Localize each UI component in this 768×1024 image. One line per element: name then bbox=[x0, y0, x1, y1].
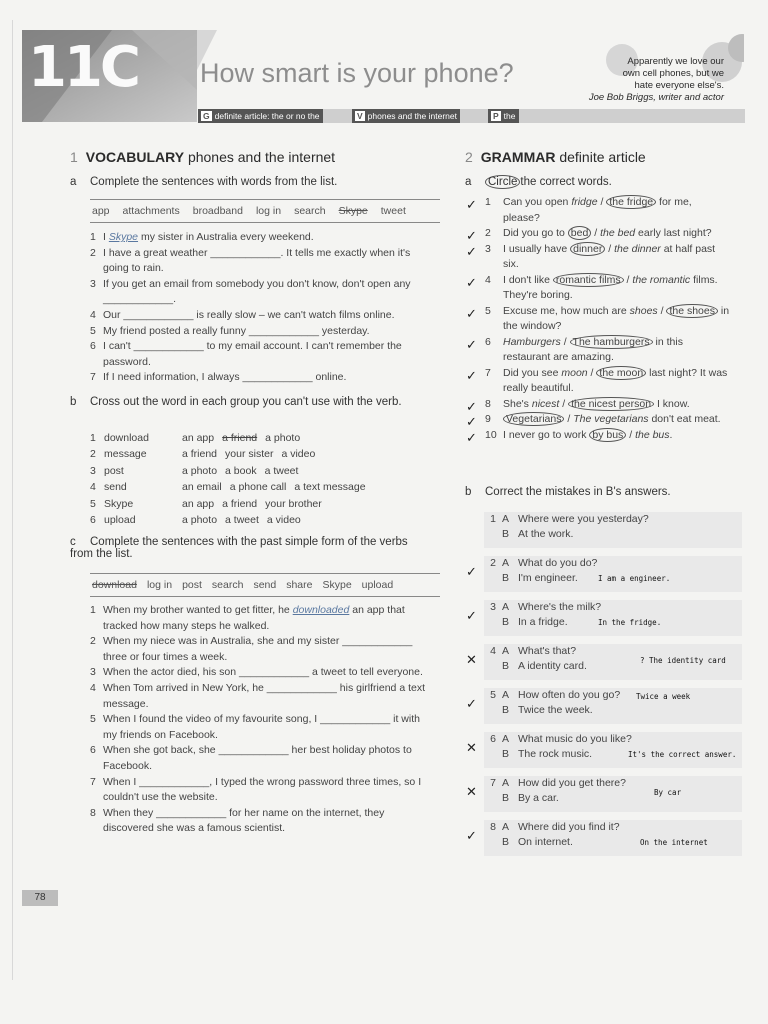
item-text: When I found the video of my favourite song, I ____________ it with my friends on Facebook. bbox=[103, 713, 420, 741]
grammar-item: 3 I usually have dinner / the dinner at half past six. bbox=[485, 242, 716, 270]
speaker-label: B bbox=[502, 572, 510, 584]
answer-text: On internet. bbox=[518, 836, 573, 848]
option-phrase: a book bbox=[225, 464, 257, 477]
item-number: 2 bbox=[485, 227, 491, 239]
answer-text: The rock music. bbox=[518, 748, 593, 760]
item-text: When my niece was in Australia, she and my sister ____________ three or four times a week. bbox=[103, 635, 413, 663]
circled-answer: the shoes bbox=[666, 304, 718, 318]
grammar-item: 6 Hamburgers / The hamburgers in this restaurant are amazing. bbox=[485, 335, 683, 363]
verb: upload bbox=[104, 514, 136, 527]
quote-line: Apparently we love our bbox=[627, 56, 724, 67]
word-list-item: app bbox=[92, 205, 110, 217]
handwritten-correction: It's the correct answer. bbox=[628, 750, 737, 759]
item-number bbox=[484, 747, 496, 762]
item-text: I Skype my sister in Australia every weekend. bbox=[103, 231, 314, 243]
item-text: When she got back, she ____________ her best holiday photos to Facebook. bbox=[103, 744, 412, 772]
quote-author: Joe Bob Briggs, writer and actor bbox=[588, 92, 724, 103]
dialogue-line-a bbox=[484, 820, 742, 835]
item-number: 2 bbox=[490, 557, 496, 569]
option-phrase: a tweet bbox=[225, 514, 259, 527]
instruction-text: Complete the sentences with the past simple form of the verbs from the list. bbox=[70, 536, 408, 560]
option-phrase: a friend bbox=[222, 497, 258, 510]
speaker-label: A bbox=[502, 821, 510, 833]
cross-out-row bbox=[90, 463, 435, 480]
dialogue bbox=[484, 512, 742, 548]
item-number: 1 bbox=[490, 513, 496, 525]
item-number: 5 bbox=[90, 497, 96, 510]
check-mark-icon: ✓ bbox=[466, 244, 477, 259]
cross-mark-icon: ✕ bbox=[466, 652, 477, 667]
word-list-item: post bbox=[182, 579, 202, 591]
item-text: I can't ____________ to my email account. I can't remember the password. bbox=[103, 340, 402, 368]
item-number bbox=[484, 791, 496, 806]
exercise-2b-instruction bbox=[465, 486, 671, 498]
check-mark-icon: ✓ bbox=[466, 337, 477, 352]
verb: message bbox=[104, 448, 147, 461]
exercise-1a-instruction bbox=[70, 176, 337, 188]
item-number: 9 bbox=[485, 413, 491, 425]
section-number: 1 bbox=[70, 149, 78, 165]
list-item bbox=[90, 634, 435, 665]
grammar-item: 5 Excuse me, how much are shoes / the shoes in the window? bbox=[485, 304, 730, 332]
exercise-1b-items bbox=[90, 430, 435, 530]
page-edge bbox=[12, 20, 13, 980]
question-text: What music do you like? bbox=[518, 733, 632, 745]
option-phrase: The vegetarians bbox=[573, 413, 649, 425]
list-item bbox=[90, 775, 435, 806]
item-number: 8 bbox=[485, 397, 491, 410]
list-item bbox=[90, 603, 435, 634]
cross-out-row bbox=[90, 513, 435, 530]
grammar-heading bbox=[465, 149, 646, 165]
item-number: 6 bbox=[90, 514, 96, 527]
exercise-2a-instruction bbox=[465, 176, 612, 188]
list-item bbox=[90, 712, 435, 743]
item-number bbox=[484, 659, 496, 674]
word-list-item: tweet bbox=[380, 205, 406, 217]
tag-letter: G bbox=[203, 111, 210, 121]
check-mark-icon: ✓ bbox=[466, 306, 477, 321]
tag-text: phones and the internet bbox=[367, 111, 457, 121]
item-text: Our ____________ is really slow – we can't watch films online. bbox=[103, 308, 395, 321]
item-number: 2 bbox=[90, 635, 96, 648]
verb: post bbox=[104, 464, 124, 477]
grammar-item: 8 She's nicest / the nicest person I know. bbox=[485, 397, 730, 413]
page-title: How smart is your phone? bbox=[200, 58, 514, 88]
option-phrase: a phone call bbox=[229, 481, 287, 494]
check-mark-icon: ✓ bbox=[466, 564, 477, 579]
exercise-1b-instruction bbox=[70, 396, 410, 408]
verb: download bbox=[104, 431, 149, 444]
section-title: GRAMMAR bbox=[480, 149, 556, 165]
item-text: When I ____________, I typed the wrong password three times, so I couldn't use the website. bbox=[103, 775, 422, 804]
speaker-label: B bbox=[502, 836, 510, 848]
handwritten-answer: Skype bbox=[108, 231, 139, 243]
item-number: 4 bbox=[90, 481, 96, 494]
circled-answer: The hamburgers bbox=[570, 335, 653, 349]
circled-word: Circle bbox=[485, 175, 520, 189]
list-item bbox=[90, 681, 435, 712]
item-number: 10 bbox=[485, 428, 497, 441]
tag-vocabulary bbox=[352, 109, 460, 123]
word-list-item: download bbox=[92, 579, 137, 591]
handwritten-answer: downloaded bbox=[292, 604, 350, 616]
item-number: 4 bbox=[90, 681, 96, 694]
speaker-label: A bbox=[502, 557, 510, 569]
section-subtitle: phones and the internet bbox=[187, 149, 336, 165]
verb: Skype bbox=[104, 497, 134, 510]
speaker-label: B bbox=[502, 748, 510, 760]
circled-answer: the fridge bbox=[606, 195, 656, 209]
word-list-item: search bbox=[294, 205, 326, 217]
exercise-letter: a bbox=[465, 176, 472, 188]
check-mark-icon: ✓ bbox=[466, 430, 477, 445]
item-number: 3 bbox=[485, 242, 491, 255]
item-number: 2 bbox=[90, 246, 96, 259]
speaker-label: A bbox=[502, 733, 510, 745]
answer-text: A identity card. bbox=[518, 660, 587, 672]
cross-out-row bbox=[90, 480, 435, 497]
question-text: Where's the milk? bbox=[518, 601, 602, 613]
handwritten-correction: By car bbox=[654, 788, 682, 797]
list-item bbox=[90, 339, 435, 370]
handwritten-correction: I am a engineer. bbox=[598, 574, 671, 583]
speaker-label: A bbox=[502, 601, 510, 613]
question-text: How often do you go? bbox=[518, 689, 621, 701]
answer-text: In a fridge. bbox=[518, 616, 568, 628]
word-list-item: log in bbox=[255, 205, 282, 217]
grammar-item: 1 Can you open fridge / the fridge for me, please? bbox=[485, 196, 692, 224]
option-phrase: the bus bbox=[635, 428, 670, 441]
word-list-item: broadband bbox=[192, 205, 243, 217]
item-text: If you get an email from somebody you don't know, don't open any ____________. bbox=[103, 277, 411, 306]
cross-out-row bbox=[90, 430, 435, 447]
item-number: 4 bbox=[490, 645, 496, 657]
item-number: 7 bbox=[485, 366, 491, 379]
dialogue-line-a bbox=[484, 556, 742, 571]
speaker-label: A bbox=[502, 689, 510, 701]
handwritten-correction: Twice a week bbox=[636, 692, 691, 701]
item-number bbox=[484, 527, 496, 542]
item-text: When Tom arrived in New York, he ____________ his girlfriend a text message. bbox=[103, 681, 425, 710]
item-number: 5 bbox=[90, 324, 96, 337]
grammar-item: 4 I don't like romantic films / the romantic films. They're boring. bbox=[485, 273, 718, 301]
item-number: 7 bbox=[90, 371, 96, 384]
option-phrase: a video bbox=[281, 448, 316, 461]
quote-line: own cell phones, but we bbox=[622, 68, 724, 79]
dialogue-line-b bbox=[484, 703, 742, 718]
list-item bbox=[90, 230, 435, 246]
item-number bbox=[484, 835, 496, 850]
option-phrase: the bed bbox=[600, 227, 636, 239]
option-phrase: a photo bbox=[182, 514, 218, 527]
grammar-item: 7 Did you see moon / the moon last night? It was really beautiful. bbox=[485, 366, 728, 394]
item-number: 3 bbox=[90, 277, 96, 290]
item-number bbox=[484, 703, 496, 718]
dialogue-line-a bbox=[484, 600, 742, 615]
dialogue-line-a bbox=[484, 732, 742, 747]
grammar-item: 10 I never go to work by bus / the bus. bbox=[485, 428, 730, 444]
check-mark-icon: ✓ bbox=[466, 696, 477, 711]
dialogue bbox=[484, 776, 742, 812]
word-list-item: log in bbox=[146, 579, 173, 591]
exercise-letter: b bbox=[465, 486, 472, 498]
tag-letter: P bbox=[493, 111, 499, 121]
speaker-label: A bbox=[502, 513, 510, 525]
speaker-label: B bbox=[502, 660, 510, 672]
speaker-label: B bbox=[502, 616, 510, 628]
word-list-c bbox=[90, 573, 440, 597]
option-phrase: your sister bbox=[225, 448, 274, 461]
tag-text: definite article: the or no the bbox=[214, 111, 320, 121]
question-text: Where did you find it? bbox=[518, 821, 620, 833]
check-mark-icon: ✓ bbox=[466, 414, 477, 429]
dialogue-line-a bbox=[484, 688, 742, 703]
unit-code: 11C bbox=[28, 35, 139, 100]
item-number: 8 bbox=[90, 806, 96, 819]
speaker-label: B bbox=[502, 792, 510, 804]
instruction-text: Correct the mistakes in B's answers. bbox=[485, 486, 671, 498]
cross-out-row bbox=[90, 447, 435, 464]
dialogue-line-b bbox=[484, 791, 742, 806]
check-mark-icon: ✓ bbox=[466, 228, 477, 243]
item-number: 4 bbox=[90, 308, 96, 321]
circled-answer: romantic films bbox=[553, 273, 624, 287]
epigraph bbox=[560, 56, 724, 104]
circled-answer: the nicest person bbox=[568, 397, 654, 411]
option-phrase: a friend bbox=[182, 448, 218, 461]
option-phrase: a photo bbox=[265, 431, 301, 444]
verb: send bbox=[104, 481, 127, 494]
check-mark-icon: ✓ bbox=[466, 399, 477, 414]
exercise-letter: a bbox=[70, 176, 77, 188]
list-item bbox=[90, 743, 435, 774]
item-number: 5 bbox=[485, 304, 491, 317]
item-text: I have a great weather ____________. It tells me exactly when it's going to rain. bbox=[103, 246, 411, 275]
item-number: 7 bbox=[90, 775, 96, 788]
handwritten-correction: On the internet bbox=[640, 838, 708, 847]
word-list-item: Skype bbox=[322, 579, 352, 591]
answer-text: At the work. bbox=[518, 528, 574, 540]
handwritten-correction: In the fridge. bbox=[598, 618, 662, 627]
item-number: 6 bbox=[490, 733, 496, 745]
list-item bbox=[90, 308, 435, 324]
item-number: 1 bbox=[90, 604, 96, 616]
speaker-label: A bbox=[502, 777, 510, 789]
word-list-item: attachments bbox=[122, 205, 180, 217]
item-number: 5 bbox=[90, 713, 96, 726]
tag-text: the bbox=[503, 111, 516, 121]
grammar-item: 9 Vegetarians / The vegetarians don't eat meat. bbox=[485, 412, 730, 428]
option-phrase: a text message bbox=[294, 481, 366, 494]
dialogue-line-b bbox=[484, 527, 742, 542]
exercise-letter: b bbox=[70, 396, 77, 408]
item-number bbox=[484, 615, 496, 630]
list-item bbox=[90, 277, 435, 308]
instruction-text: Cross out the word in each group you can't use with the verb. bbox=[90, 396, 402, 408]
option-phrase: an email bbox=[182, 481, 222, 494]
exercise-2a-items bbox=[485, 195, 730, 443]
exercise-letter: c bbox=[70, 536, 76, 548]
item-number: 6 bbox=[90, 744, 96, 757]
word-list-item: share bbox=[286, 579, 313, 591]
item-text: My friend posted a really funny ____________ yesterday. bbox=[103, 324, 370, 337]
dialogue-line-a bbox=[484, 776, 742, 791]
list-item bbox=[90, 324, 435, 340]
check-mark-icon: ✓ bbox=[466, 275, 477, 290]
item-number: 1 bbox=[485, 196, 491, 208]
word-list-a bbox=[90, 199, 440, 223]
item-text: When they ____________ for her name on the internet, they discovered she was a famous scientist. bbox=[103, 806, 385, 835]
exercise-1c-items bbox=[90, 603, 435, 837]
dialogue-line-a bbox=[484, 512, 742, 527]
item-number: 2 bbox=[90, 448, 96, 461]
answer-text: I'm engineer. bbox=[518, 572, 578, 584]
option-phrase: moon bbox=[561, 366, 588, 379]
item-number: 1 bbox=[90, 231, 96, 243]
word-list-item: search bbox=[211, 579, 244, 591]
item-text: If I need information, I always ____________ online. bbox=[103, 371, 347, 384]
speaker-label: B bbox=[502, 528, 510, 540]
section-title: VOCABULARY bbox=[85, 149, 185, 165]
speaker-label: A bbox=[502, 645, 510, 657]
option-phrase: a photo bbox=[182, 464, 218, 477]
option-phrase: an app bbox=[182, 497, 215, 510]
cross-mark-icon: ✕ bbox=[466, 740, 477, 755]
circled-answer: the moon bbox=[596, 366, 646, 380]
circled-answer: Vegetarians bbox=[503, 412, 564, 426]
option-phrase: the dinner bbox=[614, 242, 661, 255]
item-number: 3 bbox=[490, 601, 496, 613]
item-number: 6 bbox=[90, 340, 96, 353]
option-phrase: your brother bbox=[265, 497, 322, 510]
option-phrase: a friend bbox=[222, 431, 258, 444]
word-list-item: send bbox=[253, 579, 277, 591]
item-number: 7 bbox=[490, 777, 496, 789]
quote-line: hate everyone else's. bbox=[634, 80, 724, 91]
tag-pronunciation bbox=[488, 109, 519, 123]
item-number: 8 bbox=[490, 821, 496, 833]
item-number: 4 bbox=[485, 273, 491, 286]
speaker-label: B bbox=[502, 704, 510, 716]
exercise-1a-items bbox=[90, 230, 435, 386]
tag-grammar bbox=[198, 109, 323, 123]
item-number: 5 bbox=[490, 689, 496, 701]
question-text: How did you get there? bbox=[518, 777, 626, 789]
instruction-text: the correct words. bbox=[520, 176, 612, 188]
answer-text: Twice the week. bbox=[518, 704, 593, 716]
answer-text: By a car. bbox=[518, 792, 559, 804]
word-list-item: Skype bbox=[338, 205, 368, 217]
option-phrase: the romantic bbox=[632, 273, 691, 286]
exercise-1c-instruction bbox=[70, 536, 410, 560]
circled-answer: dinner bbox=[570, 242, 605, 256]
option-phrase: an app bbox=[182, 431, 215, 444]
section-number: 2 bbox=[465, 149, 473, 165]
list-item bbox=[90, 665, 435, 681]
item-number: 1 bbox=[90, 431, 96, 444]
list-item bbox=[90, 370, 435, 386]
list-item bbox=[90, 246, 435, 277]
word-list-item: upload bbox=[361, 579, 394, 591]
page-number: 78 bbox=[22, 890, 58, 906]
option-phrase: a tweet bbox=[264, 464, 299, 477]
item-text: When my brother wanted to get fitter, he downloaded an app that tracked how many steps he walked. bbox=[103, 604, 405, 632]
list-item bbox=[90, 806, 435, 837]
item-number bbox=[484, 571, 496, 586]
option-phrase: a video bbox=[266, 514, 301, 527]
cross-out-row bbox=[90, 496, 435, 513]
cross-mark-icon: ✕ bbox=[466, 784, 477, 799]
question-text: What do you do? bbox=[518, 557, 598, 569]
option-phrase: shoes bbox=[629, 304, 658, 317]
check-mark-icon: ✓ bbox=[466, 197, 477, 212]
grammar-item: 2 Did you go to bed / the bed early last night? bbox=[485, 226, 730, 242]
check-mark-icon: ✓ bbox=[466, 608, 477, 623]
check-mark-icon: ✓ bbox=[466, 368, 477, 383]
check-mark-icon: ✓ bbox=[466, 828, 477, 843]
dialogue bbox=[484, 688, 742, 724]
section-subtitle: definite article bbox=[559, 149, 646, 165]
question-text: Where were you yesterday? bbox=[518, 513, 649, 525]
handwritten-correction: ? The identity card bbox=[640, 656, 726, 665]
circled-answer: by bus bbox=[589, 428, 626, 442]
item-number: 3 bbox=[90, 464, 96, 477]
circled-answer: bed bbox=[568, 226, 592, 240]
option-phrase: nicest bbox=[531, 397, 560, 410]
tag-letter: V bbox=[357, 111, 363, 121]
item-number: 6 bbox=[485, 335, 491, 348]
question-text: What's that? bbox=[518, 645, 577, 657]
option-phrase: Hamburgers bbox=[503, 335, 561, 348]
instruction-text: Complete the sentences with words from the list. bbox=[90, 176, 338, 188]
item-number: 3 bbox=[90, 666, 96, 679]
vocabulary-heading bbox=[70, 149, 335, 165]
option-phrase: fridge bbox=[571, 196, 598, 208]
item-text: When the actor died, his son ____________ a tweet to tell everyone. bbox=[103, 666, 423, 679]
